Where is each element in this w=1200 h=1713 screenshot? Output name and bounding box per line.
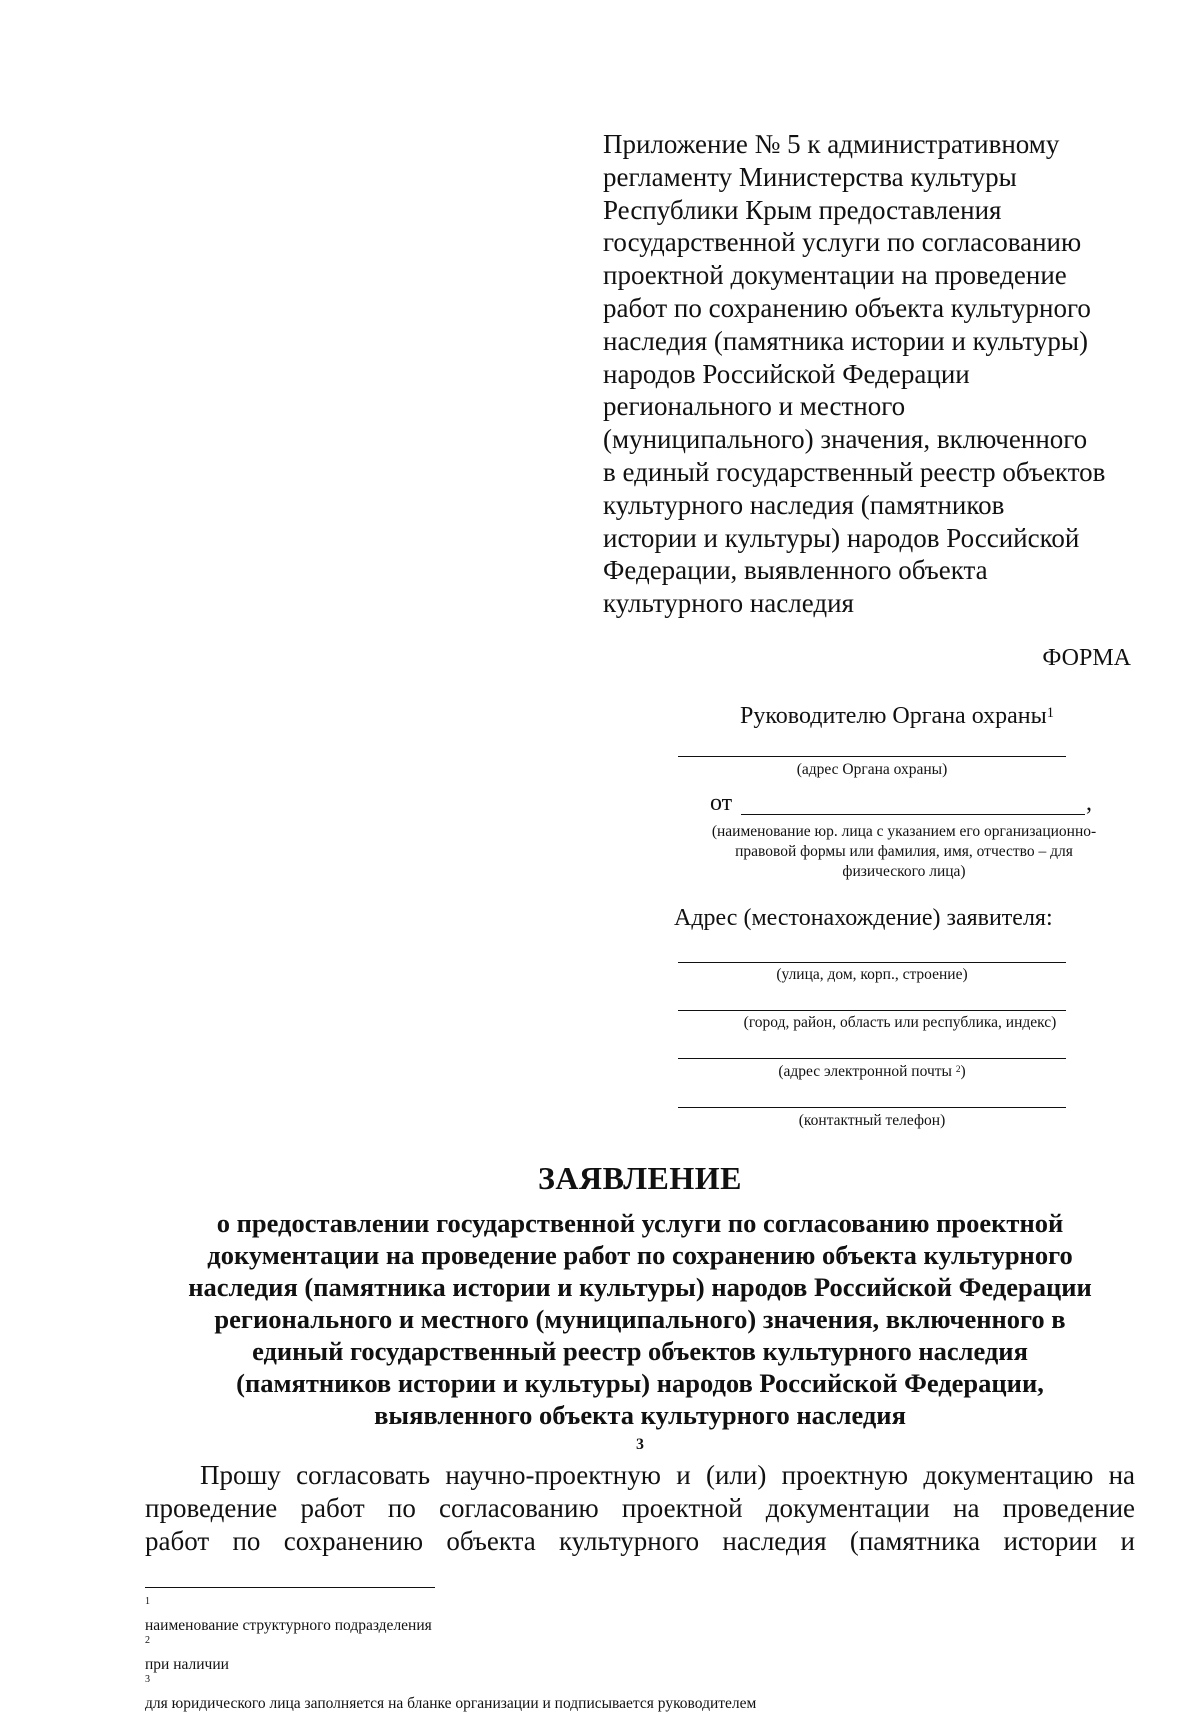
body-line: работ по сохранению объекта культурного наследия (памятника истории и [145, 1525, 1135, 1558]
footnote-number: 3 [145, 1674, 150, 1685]
appendix-note [603, 128, 1143, 620]
footnote-item [145, 1635, 756, 1674]
footnote-item [145, 1596, 756, 1635]
subtitle-line: регионального и местного (муниципального) значения, включенного в [130, 1303, 1150, 1335]
caption-line: правовой формы или фамилия, имя, отчество – для [670, 842, 1138, 862]
appendix-line: народов Российской Федерации [603, 358, 1143, 391]
caption-line: физического лица) [670, 862, 1138, 882]
form-label: ФОРМА [1042, 645, 1131, 672]
appendix-line: в единый государственный реестр объектов [603, 456, 1143, 489]
appendix-line: работ по сохранению объекта культурного [603, 292, 1143, 325]
appendix-line: культурного наследия (памятников [603, 489, 1143, 522]
city-caption: (город, район, область или республика, индекс) [678, 1013, 1122, 1033]
applicant-name-field[interactable] [741, 814, 1085, 815]
document-subtitle [130, 1207, 1150, 1463]
footnote-text: наименование структурного подразделения [145, 1616, 756, 1636]
footnote-text: для юридического лица заполняется на бланке организации и подписывается руководителем [145, 1694, 756, 1713]
email-caption [678, 1062, 1066, 1082]
footnote-ref: 1 [1047, 705, 1054, 721]
appendix-line: проектной документации на проведение [603, 259, 1143, 292]
email-caption-close: ) [960, 1063, 965, 1080]
footnote-number: 1 [145, 1596, 150, 1607]
subtitle-line: документации на проведение работ по сохранению объекта культурного [130, 1239, 1150, 1271]
subtitle-line-text: выявленного объекта культурного наследия [130, 1399, 1150, 1431]
subtitle-line: наследия (памятника истории и культуры) народов Российской Федерации [130, 1271, 1150, 1303]
phone-field[interactable] [678, 1107, 1066, 1108]
document-title: ЗАЯВЛЕНИЕ [0, 1160, 1200, 1197]
footnote-item [145, 1674, 756, 1713]
addressee-text: Руководителю Органа охраны [740, 703, 1047, 729]
authority-address-caption: (адрес Органа охраны) [678, 760, 1066, 780]
body-line: проведение работ по согласованию проектной документации на проведение [145, 1492, 1135, 1525]
footnote-number: 2 [145, 1635, 150, 1646]
phone-caption: (контактный телефон) [678, 1111, 1066, 1131]
from-label: от [710, 790, 732, 817]
subtitle-line: (памятников истории и культуры) народов Российской Федерации, [130, 1367, 1150, 1399]
addressee-heading [740, 703, 1054, 730]
footnote-ref: 3 [636, 1436, 644, 1453]
appendix-line: культурного наследия [603, 587, 1143, 620]
from-comma: , [1086, 790, 1092, 817]
appendix-line: Приложение № 5 к административному [603, 128, 1143, 161]
subtitle-line: единый государственный реестр объектов культурного наследия [130, 1335, 1150, 1367]
appendix-line: регионального и местного [603, 390, 1143, 423]
appendix-line: истории и культуры) народов Российской [603, 522, 1143, 555]
footnote-text: при наличии [145, 1655, 756, 1675]
footnote-separator [145, 1587, 435, 1588]
appendix-line: государственной услуги по согласованию [603, 226, 1143, 259]
subtitle-line [130, 1399, 1150, 1463]
city-field[interactable] [678, 1010, 1066, 1011]
appendix-line: (муниципального) значения, включенного [603, 423, 1143, 456]
body-paragraph [145, 1459, 1135, 1558]
appendix-line: Федерации, выявленного объекта [603, 554, 1143, 587]
footnotes [145, 1596, 756, 1713]
appendix-line: наследия (памятника истории и культуры) [603, 325, 1143, 358]
subtitle-line: о предоставлении государственной услуги по согласованию проектной [130, 1207, 1150, 1239]
appendix-line: Республики Крым предоставления [603, 194, 1143, 227]
appendix-line: регламенту Министерства культуры [603, 161, 1143, 194]
authority-address-field[interactable] [678, 756, 1066, 757]
body-line: Прошу согласовать научно-проектную и (или) проектную документацию на [145, 1459, 1135, 1492]
footnote-ref: 2 [956, 1065, 961, 1075]
street-caption: (улица, дом, корп., строение) [678, 965, 1066, 985]
street-field[interactable] [678, 962, 1066, 963]
caption-line: (наименование юр. лица с указанием его организационно- [670, 822, 1138, 842]
applicant-name-caption [670, 822, 1138, 882]
email-field[interactable] [678, 1058, 1066, 1059]
applicant-address-label: Адрес (местонахождение) заявителя: [674, 905, 1053, 932]
email-caption-text: (адрес электронной почты [778, 1063, 952, 1080]
